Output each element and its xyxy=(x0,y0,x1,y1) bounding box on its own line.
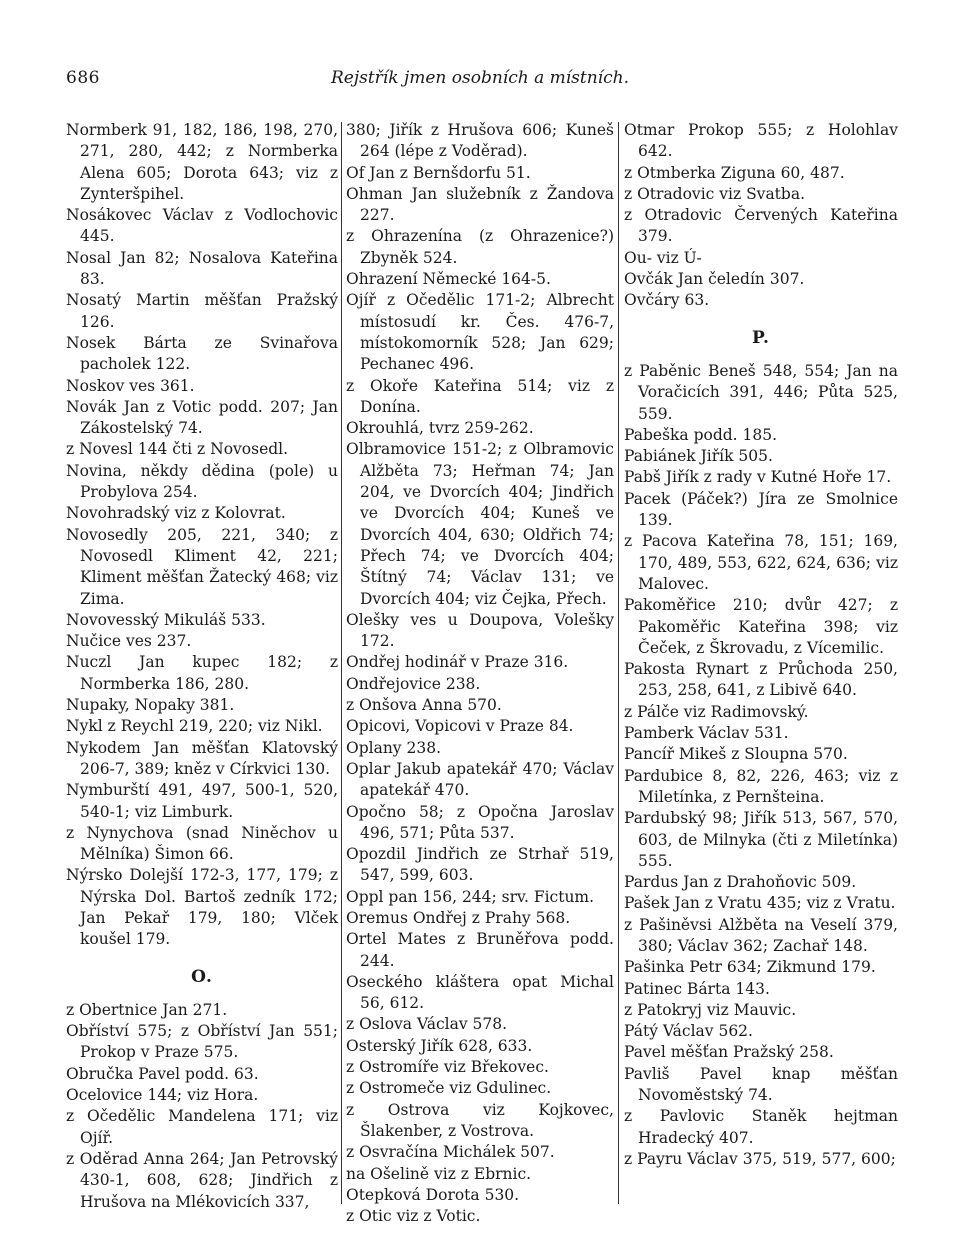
index-entry: Normberk 91, 182, 186, 198, 270, 271, 280, 442; z Normberka Alena 605; Dorota 643; viz z Zynteršpihel. xyxy=(66,121,338,203)
index-entry: z Obertnice Jan 271. xyxy=(66,1000,228,1019)
index-entry: Pátý Václav 562. xyxy=(624,1022,753,1041)
index-entry: Otepková Dorota 530. xyxy=(346,1185,520,1204)
index-entry: Ortel Mates z Bruněřova podd. 244. xyxy=(346,930,614,970)
index-entry: z Onšova Anna 570. xyxy=(346,696,502,715)
index-entry: Of Jan z Bernšdorfu 51. xyxy=(346,163,531,182)
index-entry: Nykodem Jan měšťan Klatovský 206-7, 389; kněz v Církvici 130. xyxy=(66,738,338,778)
index-entry: Otmar Prokop 555; z Holohlav 642. xyxy=(624,121,898,161)
index-entry: Novák Jan z Votic podd. 207; Jan Zákostelský 74. xyxy=(66,397,338,438)
index-entry: Pardubský 98; Jiřík 513, 567, 570, 603, de Milnyka (čti z Miletínka) 555. xyxy=(624,809,898,870)
index-column-1 xyxy=(66,120,338,1213)
index-entry: z Otic viz z Votic. xyxy=(346,1207,481,1226)
index-entry: Pabš Jiřík z rady v Kutné Hoře 17. xyxy=(624,468,892,487)
index-entry: Opočno 58; z Opočna Jaroslav 496, 571; Půta 537. xyxy=(346,802,614,842)
index-entry: z Okoře Kateřina 514; viz z Donína. xyxy=(346,376,614,416)
index-entry: Nosal Jan 82; Nosalova Kateřina 83. xyxy=(66,248,338,289)
index-entry: Oplar Jakub apatekář 470; Václav apatekář 470. xyxy=(346,759,614,800)
index-entry: z Otradovic viz Svatba. xyxy=(624,184,805,203)
column-divider xyxy=(618,122,619,1204)
index-entry: Pabeška podd. 185. xyxy=(624,425,778,444)
index-entry: z Pavlovic Staněk hejtman Hradecký 407. xyxy=(624,1107,898,1147)
section-letter-heading: O. xyxy=(191,966,213,987)
index-entry: z Pacova Kateřina 78, 151; 169, 170, 489, 553, 622, 624, 636; viz Malovec. xyxy=(624,532,898,593)
index-column-3 xyxy=(624,120,898,1170)
index-entry: Nuczl Jan kupec 182; z Normberka 186, 280. xyxy=(66,653,338,693)
index-entry: Pavliš Pavel knap měšťan Novoměstský 74. xyxy=(624,1064,898,1105)
index-entry: Pardus Jan z Drahoňovic 509. xyxy=(624,873,857,892)
index-entry: Novosedly 205, 221, 340; z Novosedl Kliment 42, 221; Kliment měšťan Žatecký 468; viz Zima. xyxy=(66,525,338,608)
index-entry: Oplany 238. xyxy=(346,738,442,757)
index-entry: Pašek Jan z Vratu 435; viz z Vratu. xyxy=(624,894,896,913)
index-entry: Pamberk Václav 531. xyxy=(624,724,789,743)
index-entry: 380; Jiřík z Hrušova 606; Kuneš 264 (lépe z Voděrad). xyxy=(346,121,614,161)
index-entry: Ovčáry 63. xyxy=(624,291,710,310)
index-entry: Noskov ves 361. xyxy=(66,376,195,395)
index-entry: z Ostrova viz Kojkovec, Šlakenber, z Vostrova. xyxy=(346,1100,614,1140)
index-entry: Ovčák Jan čeledín 307. xyxy=(624,270,805,289)
index-column-2 xyxy=(346,120,614,1227)
index-entry: Pašinka Petr 634; Zikmund 179. xyxy=(624,958,876,977)
index-entry: Obručka Pavel podd. 63. xyxy=(66,1064,259,1083)
index-entry: Novovesský Mikuláš 533. xyxy=(66,610,266,629)
index-entry: Ojíř z Očedělic 171-2; Albrecht místosudí kr. Čes. 476-7, místokomorník 528; Jan 629; Pechanec 496. xyxy=(346,291,614,374)
column-divider xyxy=(341,122,342,1204)
index-entry: z Oděrad Anna 264; Jan Petrovský 430-1, 608, 628; Jindřich z Hrušova na Mlékovicích 337, xyxy=(66,1149,338,1211)
index-entry: Nýrsko Dolejší 172-3, 177, 179; z Nýrska Dol. Bartoš zedník 172; Jan Pekař 179, 180; Vlček koušel 179. xyxy=(66,866,338,949)
index-entry: z Paběnic Beneš 548, 554; Jan na Voračicích 391, 446; Půta 525, 559. xyxy=(624,361,898,423)
index-entry: Ou- viz Ú- xyxy=(624,248,702,267)
index-entry: z Ohrazenína (z Ohrazenice?) Zbyněk 524. xyxy=(346,227,614,267)
index-entry: Patinec Bárta 143. xyxy=(624,979,770,998)
index-entry: Oseckého kláštera opat Michal 56, 612. xyxy=(346,972,614,1013)
index-entry: z Nynychova (snad Niněchov u Mělníka) Šimon 66. xyxy=(66,823,338,864)
index-entry: z Osvračína Michálek 507. xyxy=(346,1143,555,1162)
index-entry: Ocelovice 144; viz Hora. xyxy=(66,1086,259,1105)
index-entry: Pancíř Mikeš z Sloupna 570. xyxy=(624,745,848,764)
index-entry: Osterský Jiřík 628, 633. xyxy=(346,1036,533,1055)
index-entry: Pakosta Rynart z Průchoda 250, 253, 258, 641, z Libivě 640. xyxy=(624,660,898,700)
index-entry: Pavel měšťan Pražský 258. xyxy=(624,1043,834,1062)
index-entry: Ondřej hodinář v Praze 316. xyxy=(346,653,569,672)
index-entry: Nosákovec Václav z Vodlochovic 445. xyxy=(66,206,338,246)
index-entry: Nymburští 491, 497, 500-1, 520, 540-1; viz Limburk. xyxy=(66,781,338,821)
index-entry: Ondřejovice 238. xyxy=(346,674,481,693)
index-entry: Okrouhlá, tvrz 259-262. xyxy=(346,419,534,438)
index-entry: z Pašiněvsi Alžběta na Veselí 379, 380; Václav 362; Zachař 148. xyxy=(624,915,898,955)
section-letter-heading: P. xyxy=(752,327,770,348)
index-entry: Obříství 575; z Obříství Jan 551; Prokop v Praze 575. xyxy=(66,1022,338,1062)
index-entry: Ohman Jan služebník z Žandova 227. xyxy=(346,184,614,225)
index-entry: Novohradský viz z Kolovrat. xyxy=(66,504,286,523)
index-entry: z Oslova Václav 578. xyxy=(346,1015,508,1034)
index-entry: Opozdil Jindřich ze Strhař 519, 547, 599, 603. xyxy=(346,845,614,885)
index-entry: Pacek (Páček?) Jíra ze Smolnice 139. xyxy=(624,489,898,530)
index-entry: Nykl z Reychl 219, 220; viz Nikl. xyxy=(66,717,323,736)
index-entry: na Ošelině viz z Ebrnic. xyxy=(346,1164,532,1183)
index-entry: z Ostromíře viz Břekovec. xyxy=(346,1058,549,1077)
index-entry: z Pálče viz Radimovský. xyxy=(624,702,809,721)
index-entry: Nučice ves 237. xyxy=(66,632,192,651)
index-entry: Opicovi, Vopicovi v Praze 84. xyxy=(346,717,574,736)
index-entry: z Otradovic Červených Kateřina 379. xyxy=(624,206,898,246)
index-entry: Pardubice 8, 82, 226, 463; viz z Miletínka, z Pernšteina. xyxy=(624,766,898,806)
index-entry: Oremus Ondřej z Prahy 568. xyxy=(346,908,571,927)
index-entry: z Otmberka Ziguna 60, 487. xyxy=(624,163,845,182)
index-entry: z Novesl 144 čti z Novosedl. xyxy=(66,440,289,459)
index-entry: Nosek Bárta ze Svinařova pacholek 122. xyxy=(66,333,338,374)
index-entry: Nosatý Martin měšťan Pražský 126. xyxy=(66,291,338,331)
index-entry: z Ostromeče viz Gdulinec. xyxy=(346,1079,552,1098)
index-entry: Pabiánek Jiřík 505. xyxy=(624,447,773,466)
index-entry: Ohrazení Německé 164-5. xyxy=(346,270,551,289)
index-entry: Oppl pan 156, 244; srv. Fictum. xyxy=(346,887,595,906)
index-entry: Novina, někdy dědina (pole) u Probylova 254. xyxy=(66,461,338,502)
index-entry: z Payru Václav 375, 519, 577, 600; xyxy=(624,1149,896,1168)
index-entry: Olbramovice 151-2; z Olbramovic Alžběta 73; Heřman 74; Jan 204, ve Dvorcích 404; Jindřich ve Dvorcích 404; Kuneš ve Dvorcích 404, 630; Oldřich 74; Přech 74; ve Dvorcích 404; Štítný 74; Václav 131; ve Dvorcích 404; viz Čejka, Přech. xyxy=(346,440,614,608)
running-title: Rejstřík jmen osobních a místních. xyxy=(330,68,629,88)
index-entry: z Očedělic Mandelena 171; viz Ojíř. xyxy=(66,1107,338,1147)
index-entry: z Patokryj viz Mauvic. xyxy=(624,1000,797,1019)
index-entry: Nupaky, Nopaky 381. xyxy=(66,696,235,715)
index-entry: Olešky ves u Doupova, Volešky 172. xyxy=(346,610,614,651)
index-entry: Pakoměřice 210; dvůr 427; z Pakoměřic Kateřina 398; viz Čeček, z Škrovadu, z Vícemilic. xyxy=(624,596,898,657)
page-number: 686 xyxy=(66,68,100,88)
